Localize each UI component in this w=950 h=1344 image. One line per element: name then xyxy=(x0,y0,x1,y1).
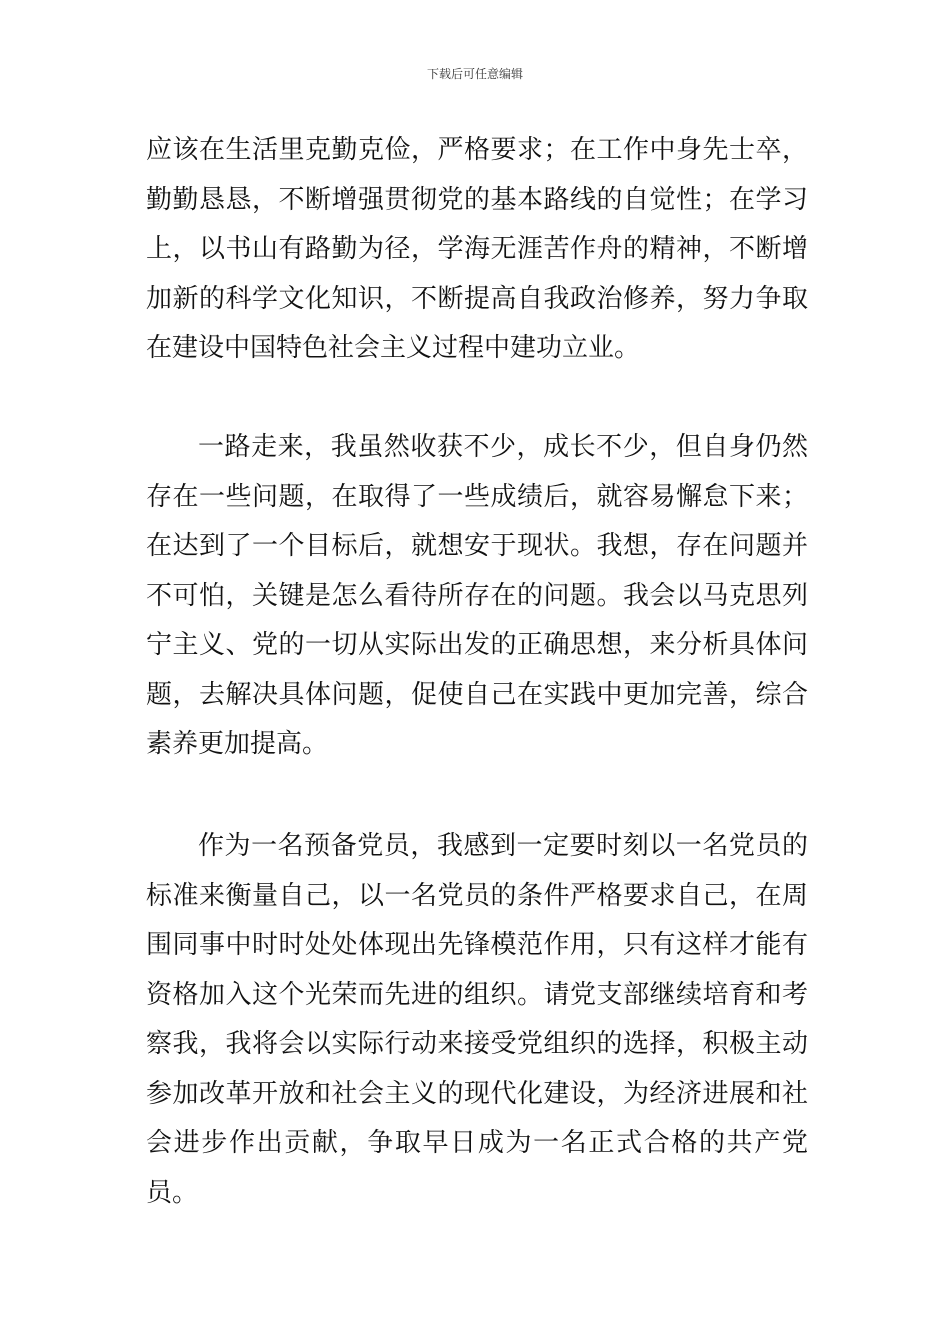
header-note: 下载后可任意编辑 xyxy=(426,67,523,81)
paragraph-1: 应该在生活里克勤克俭，严格要求；在工作中身先士卒，勤勤恳恳，不断增强贯彻党的基本路线的自觉性；在学习上，以书山有路勤为径，学海无涯苦作舟的精神，不断增加新的科学文化知识，不断提高自我政治修养，努力争取在建设中国特色社会主义过程中建功立业。 xyxy=(146,135,808,363)
paragraph-3: 作为一名预备党员，我感到一定要时刻以一名党员的标准来衡量自己，以一名党员的条件严格要求自己，在周围同事中时时处处体现出先锋模范作用，只有这样才能有资格加入这个光荣而先进的组织。请党支部继续培育和考察我，我将会以实际行动来接受党组织的选择，积极主动参加改革开放和社会主义的现代化建设，为经济进展和社会进步作出贡献，争取早日成为一名正式合格的共产党员。 xyxy=(146,831,808,1208)
paragraph-2: 一路走来，我虽然收获不少，成长不少，但自身仍然存在一些问题，在取得了一些成绩后，就容易懈怠下来；在达到了一个目标后，就想安于现状。我想，存在问题并不可怕，关键是怎么看待所存在的问题。我会以马克思列宁主义、党的一切从实际出发的正确思想，来分析具体问题，去解决具体问题，促使自己在实践中更加完善，综合素养更加提高。 xyxy=(146,432,808,759)
